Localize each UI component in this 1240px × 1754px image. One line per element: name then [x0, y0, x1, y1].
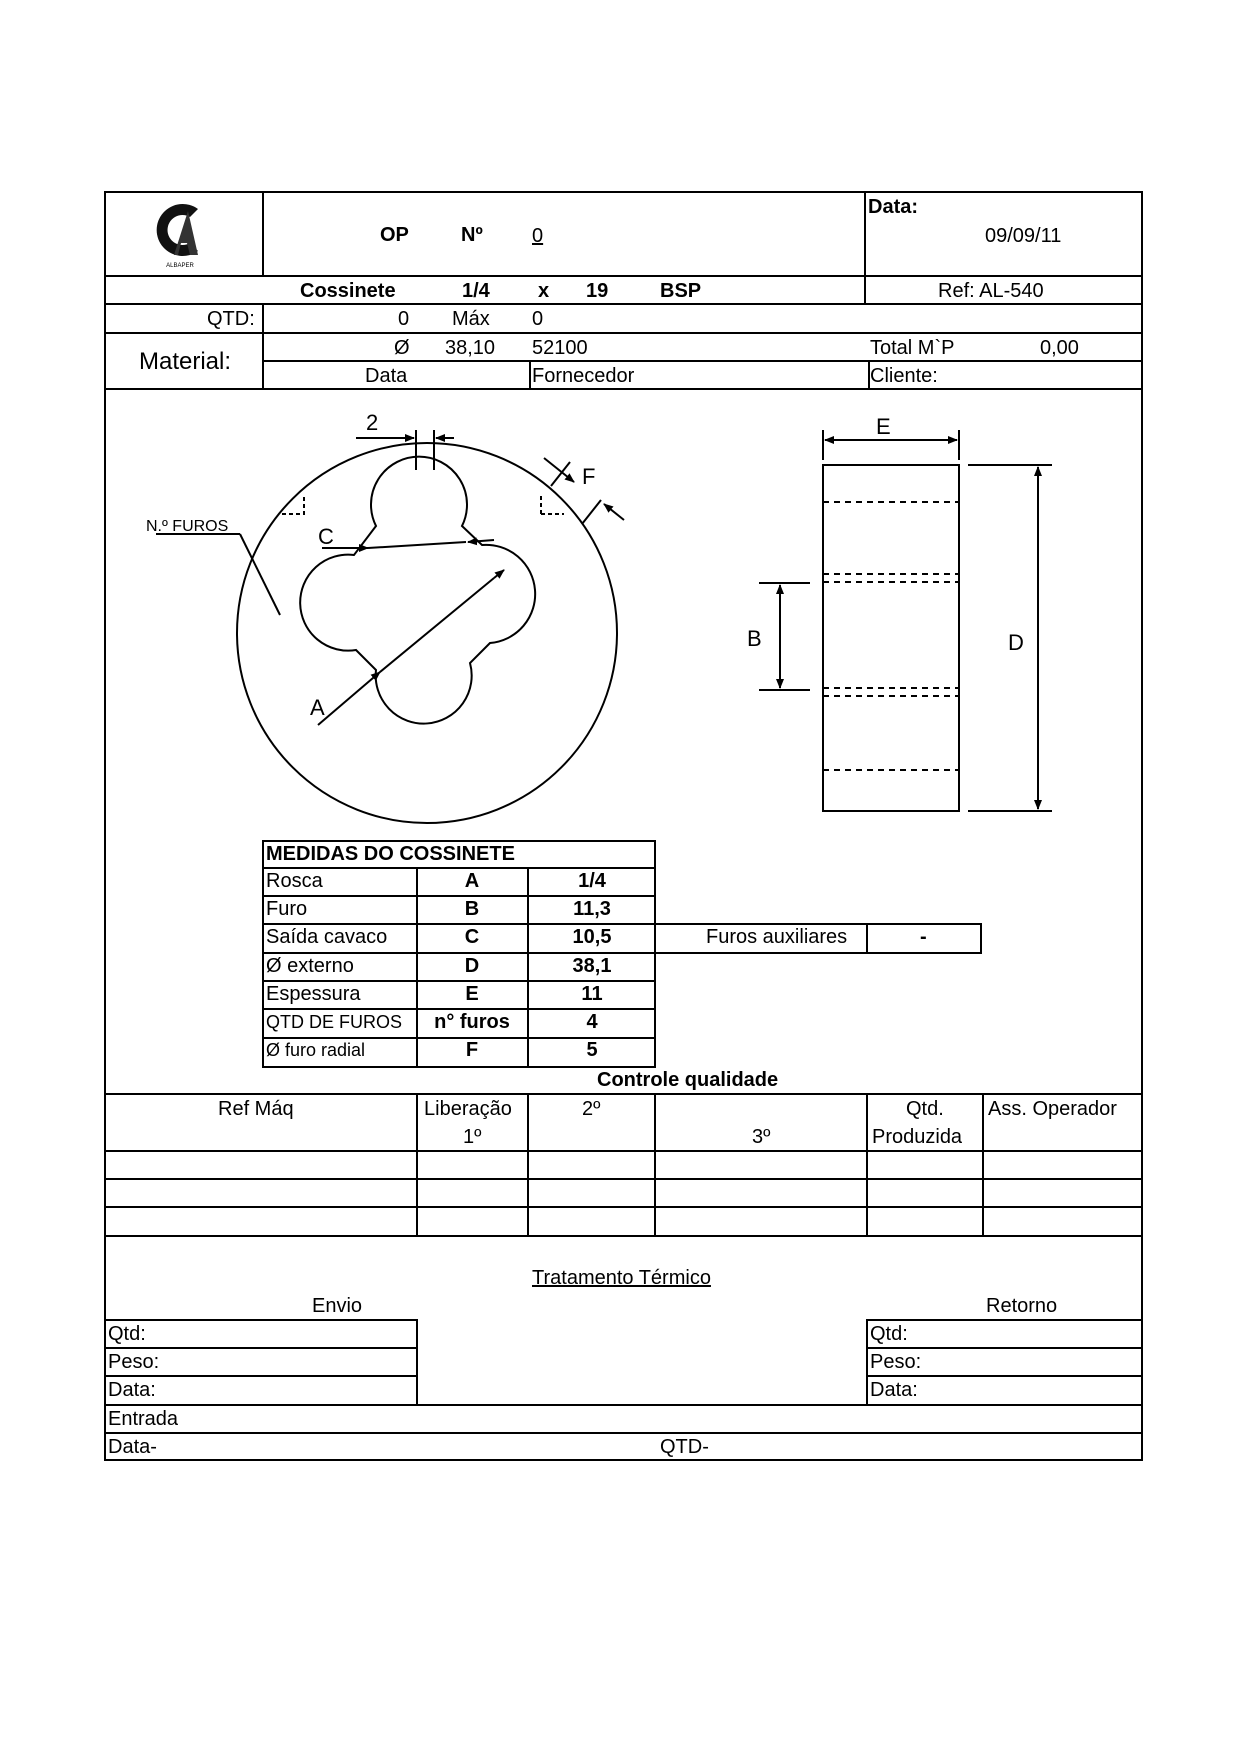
- retorno-peso: Peso:: [870, 1351, 922, 1373]
- measure-name: Ø externo: [266, 955, 354, 977]
- rule: [104, 275, 1143, 277]
- quality-title: Controle qualidade: [597, 1069, 779, 1091]
- measure-name: Saída cavaco: [266, 926, 388, 948]
- measure-name: Espessura: [266, 983, 361, 1005]
- rule: [262, 303, 264, 388]
- rule: [104, 332, 1143, 334]
- dim-b-label: B: [747, 626, 762, 651]
- qc-qtd: Qtd.: [906, 1098, 944, 1120]
- material-steel: 52100: [532, 337, 588, 359]
- measure-code: n° furos: [434, 1011, 510, 1033]
- measure-code: E: [465, 983, 479, 1005]
- measure-name: QTD DE FUROS: [266, 1012, 403, 1032]
- rule: [529, 360, 531, 388]
- qtd-max-label: Máx: [452, 308, 490, 330]
- qtd-label: QTD:: [207, 308, 255, 330]
- qc-produzida: Produzida: [872, 1126, 963, 1148]
- n-furos-label: N.º FUROS: [146, 518, 229, 535]
- product-x: x: [538, 280, 550, 302]
- envio-label: Envio: [312, 1295, 363, 1317]
- material-diameter: 38,10: [445, 337, 496, 359]
- op-no-label: Nº: [461, 224, 483, 246]
- measure-value: 11,3: [573, 898, 611, 920]
- measure-value: 4: [586, 1011, 598, 1033]
- measures-title: MEDIDAS DO COSSINETE: [266, 843, 515, 865]
- measure-code: A: [464, 870, 480, 892]
- envio-qtd: Qtd:: [108, 1323, 146, 1345]
- dim-a-label: A: [310, 695, 325, 720]
- qc-ref-maq: Ref Máq: [218, 1098, 294, 1120]
- product-size: 1/4: [462, 280, 490, 302]
- date-label: Data:: [868, 196, 919, 218]
- op-number: 0: [532, 225, 544, 247]
- total-mp-label: Total M`P: [870, 337, 955, 359]
- material-date-label: Data: [365, 365, 408, 387]
- measure-code: C: [464, 926, 480, 948]
- product-standard: BSP: [660, 280, 702, 302]
- rule: [262, 191, 264, 275]
- die-thread-hole: [300, 457, 535, 724]
- aux-holes-label: Furos auxiliares: [706, 926, 848, 948]
- retorno-qtd: Qtd:: [870, 1323, 908, 1345]
- rule: [104, 303, 1143, 305]
- rule: [262, 360, 1143, 362]
- company-logo: [150, 203, 210, 269]
- product-name: Cossinete: [300, 280, 396, 302]
- dim-d-label: D: [1008, 630, 1024, 655]
- retorno-data: Data:: [870, 1379, 918, 1401]
- treatment-title: Tratamento Térmico: [532, 1267, 711, 1289]
- date-value: 09/09/11: [985, 225, 1062, 247]
- rule: [864, 191, 866, 303]
- qc-liberacao: Liberação: [424, 1098, 512, 1120]
- measure-code: D: [464, 955, 480, 977]
- qc-ass: Ass. Operador: [988, 1098, 1117, 1120]
- measure-value: 10,5: [572, 926, 612, 948]
- envio-data: Data:: [108, 1379, 156, 1401]
- product-ref: Ref: AL-540: [938, 280, 1044, 302]
- dim-2-label: 2: [366, 410, 379, 435]
- measure-value: 38,1: [572, 955, 612, 977]
- qc-third: 3º: [752, 1126, 771, 1148]
- measure-code: F: [465, 1039, 479, 1061]
- total-mp-value: 0,00: [1040, 337, 1079, 359]
- logo-text: ALBAPER: [166, 263, 194, 269]
- client-label: Cliente:: [870, 365, 938, 387]
- supplier-label: Fornecedor: [532, 365, 635, 387]
- technical-drawing: [104, 390, 1143, 830]
- entrada-label: Entrada: [108, 1408, 179, 1430]
- product-threads: 19: [586, 280, 609, 302]
- measure-value: 5: [586, 1039, 598, 1061]
- final-qtd-label: QTD-: [660, 1436, 709, 1458]
- measure-name: Ø furo radial: [266, 1040, 366, 1060]
- diameter-symbol: Ø: [394, 337, 410, 359]
- qtd-max-value: 0: [532, 308, 544, 330]
- retorno-label: Retorno: [986, 1295, 1058, 1317]
- measure-name: Furo: [266, 898, 308, 920]
- op-label: OP: [380, 224, 409, 246]
- measure-value: 1/4: [578, 870, 606, 892]
- measure-code: B: [464, 898, 480, 920]
- die-slot: [416, 430, 434, 470]
- material-label: Material:: [139, 348, 232, 375]
- qc-first: 1º: [463, 1126, 482, 1148]
- qc-second: 2º: [582, 1098, 601, 1120]
- dim-c-label: C: [318, 524, 334, 549]
- measure-value: 11: [581, 983, 603, 1005]
- dim-e-label: E: [876, 414, 891, 439]
- measure-name: Rosca: [266, 870, 323, 892]
- final-date-label: Data-: [108, 1436, 157, 1458]
- aux-holes-value: -: [920, 926, 927, 948]
- envio-peso: Peso:: [108, 1351, 160, 1373]
- dim-f-label: F: [582, 464, 596, 489]
- qtd-value: 0: [398, 308, 410, 330]
